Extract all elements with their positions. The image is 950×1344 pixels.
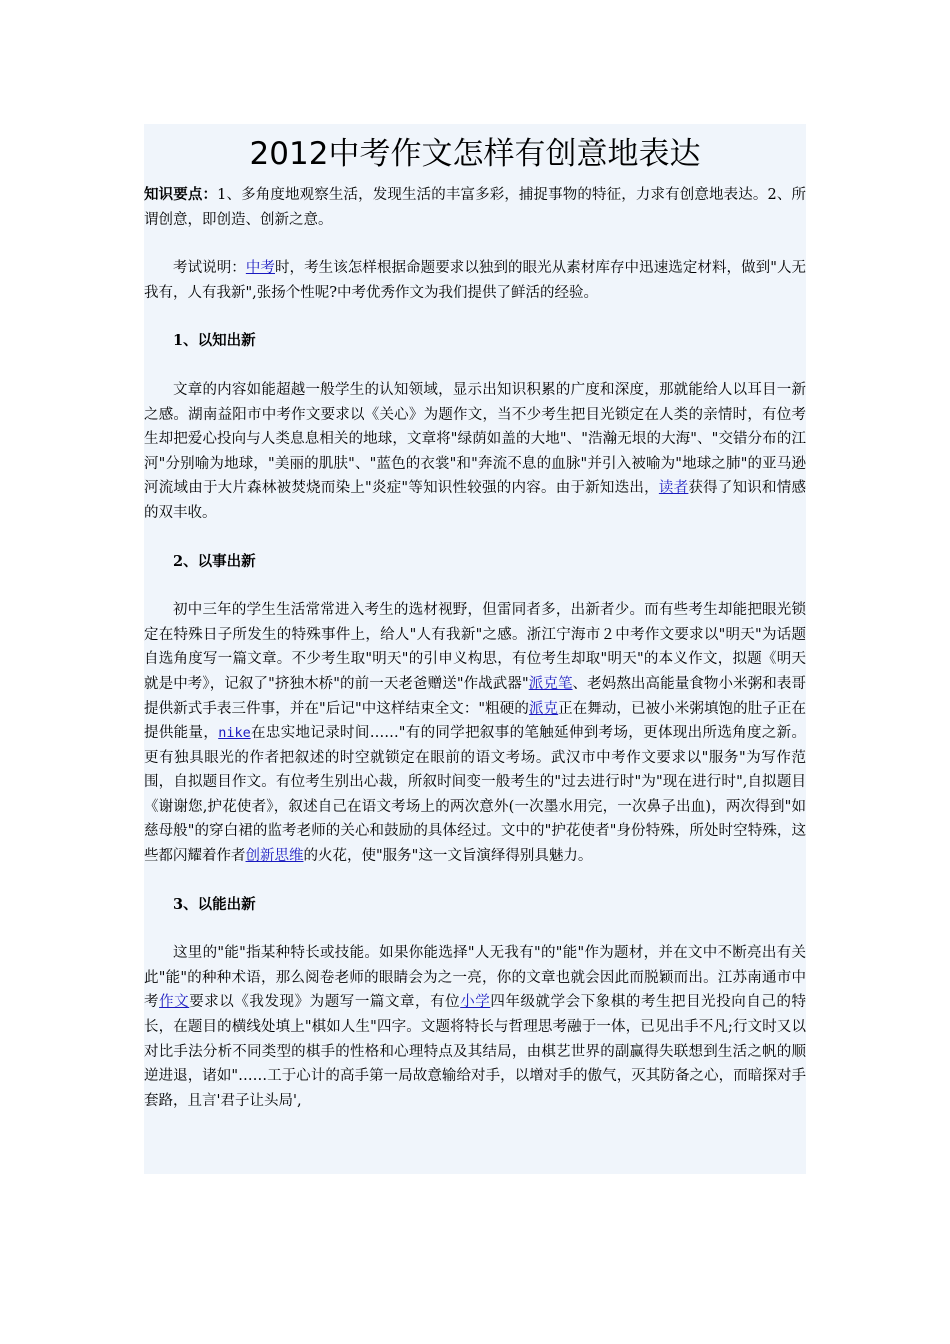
- section-2-text-d: 在忠实地记录时间……"有的同学把叙事的笔触延伸到考场，更体现出所选角度之新。更有独具眼光的作者把叙述的时空就锁定在眼前的语文考场。武汉市中考作文要求以"服务"为写作范围，自拟题目作文。有位考生别出心裁，所叙时间变一般考生的"过去进行时"为"现在进行时",自拟题目《谢谢您,护花使者》，叙述自己在语文考场上的两次意外(一次墨水用完，一次鼻子出血)，两次得到"如慈母般"的穿白裙的监考老师的关心和鼓励的具体经过。文中的"护花使者"身份特殊，所处时空特殊，这些都闪耀着作者: [144, 725, 806, 865]
- link-parker[interactable]: 派克: [528, 700, 559, 717]
- section-1-text-b: 获得了知识和情感的双丰收。: [144, 480, 807, 521]
- section-heading-2: 2、以事出新: [173, 552, 256, 570]
- key-points-text: 1、多角度地观察生活，发现生活的丰富多彩，捕捉事物的特征，力求有创意地表达。2、所谓创意，即创造、创新之意。: [144, 187, 807, 228]
- section-3-text-b: 要求以《我发现》为题写一篇文章，有位: [189, 994, 461, 1011]
- key-points-paragraph: [144, 183, 806, 232]
- section-1-text-a: 文章的内容如能超越一般学生的认知领域，显示出知识积累的广度和深度，那就能给人以耳目一新之感。湖南益阳市中考作文要求以《关心》为题作文，当不少考生把目光锁定在人类的亲情时，有位考生却把爱心投向与人类息息相关的地球，文章将"绿荫如盖的大地"、"浩瀚无垠的大海"、"交错分布的江河"分别喻为地球，"美丽的肌肤"、"蓝色的衣裳"和"奔流不息的血脉"并引入被喻为"地球之肺"的亚马逊河流域由于大片森林被焚烧而染上"炎症"等知识性较强的内容。由于新知迭出，: [144, 381, 806, 497]
- link-composition[interactable]: 作文: [159, 994, 190, 1011]
- section-heading-1: 1、以知出新: [173, 332, 256, 350]
- link-parker-pen[interactable]: 派克笔: [528, 675, 573, 692]
- section-3-text-c: 四年级就学会下象棋的考生把目光投向自己的特长，在题目的横线处填上"棋如人生"四字。文题将特长与哲理思考融于一体，已见出手不凡;行文时又以对比手法分析不同类型的棋手的性格和心理特点及其结局，由棋艺世界的副赢得失联想到生活之帆的顺逆进退，诸如"……工于心计的高手第一局故意输给对手，以增对手的傲气，灭其防备之心，而暗探对手套路，且言'君子让头局',: [144, 994, 807, 1109]
- document-content: [144, 124, 806, 1113]
- section-2-text-c: 正在舞动，已被小米粥填饱的肚子正在提供能量，: [144, 700, 807, 742]
- section-2-paragraph: [144, 598, 806, 869]
- exam-note-text: 时，考生该怎样根据命题要求以独到的眼光从素材库存中迅速选定材料，做到"人无我有，人有我新",张扬个性呢?中考优秀作文为我们提供了鲜活的经验。: [144, 260, 807, 301]
- section-2-text-a: 初中三年的学生生活常常进入考生的选材视野，但雷同者多，出新者少。而有些考生却能把眼光锁定在特殊日子所发生的特殊事件上，给人"人有我新"之感。浙江宁海市２中考作文要求以"明天"为话题自选角度写一篇文章。不少考生取"明天"的引申义构思，有位考生却取"明天"的本义作文，拟题《明天就是中考》，记叙了"挤独木桥"的前一天老爸赠送"作战武器": [144, 602, 806, 692]
- section-2-text-e: 的火花，使"服务"这一文旨演绎得别具魅力。: [303, 848, 593, 865]
- link-primary-school[interactable]: 小学: [460, 994, 491, 1011]
- link-creative-thinking[interactable]: 创新思维: [245, 848, 304, 865]
- section-3-text-a: 这里的"能"指某种特长或技能。如果你能选择"人无我有"的"能"作为题材，并在文中不断亮出有关此"能"的种种术语，那么阅卷老师的眼睛会为之一亮，你的文章也就会因此而脱颖而出。江苏南通市中考: [144, 945, 806, 1011]
- link-reader[interactable]: 读者: [658, 480, 689, 497]
- section-2-text-b: 、老妈熬出高能量食物小米粥和表哥提供新式手表三件事，并在"后记"中这样结束全文："粗硬的: [144, 675, 807, 717]
- page-title: 2012中考作文怎样有创意地表达: [249, 136, 701, 172]
- section-heading-3: 3、以能出新: [173, 895, 256, 913]
- exam-note-paragraph: [144, 256, 806, 305]
- link-nike[interactable]: nike: [218, 725, 251, 742]
- section-1-paragraph: [144, 378, 806, 526]
- exam-note-label: 考试说明：: [173, 260, 246, 277]
- key-points-label: 知识要点：: [144, 186, 218, 203]
- section-3-paragraph: [144, 941, 806, 1113]
- link-zhongkao[interactable]: 中考: [245, 260, 275, 277]
